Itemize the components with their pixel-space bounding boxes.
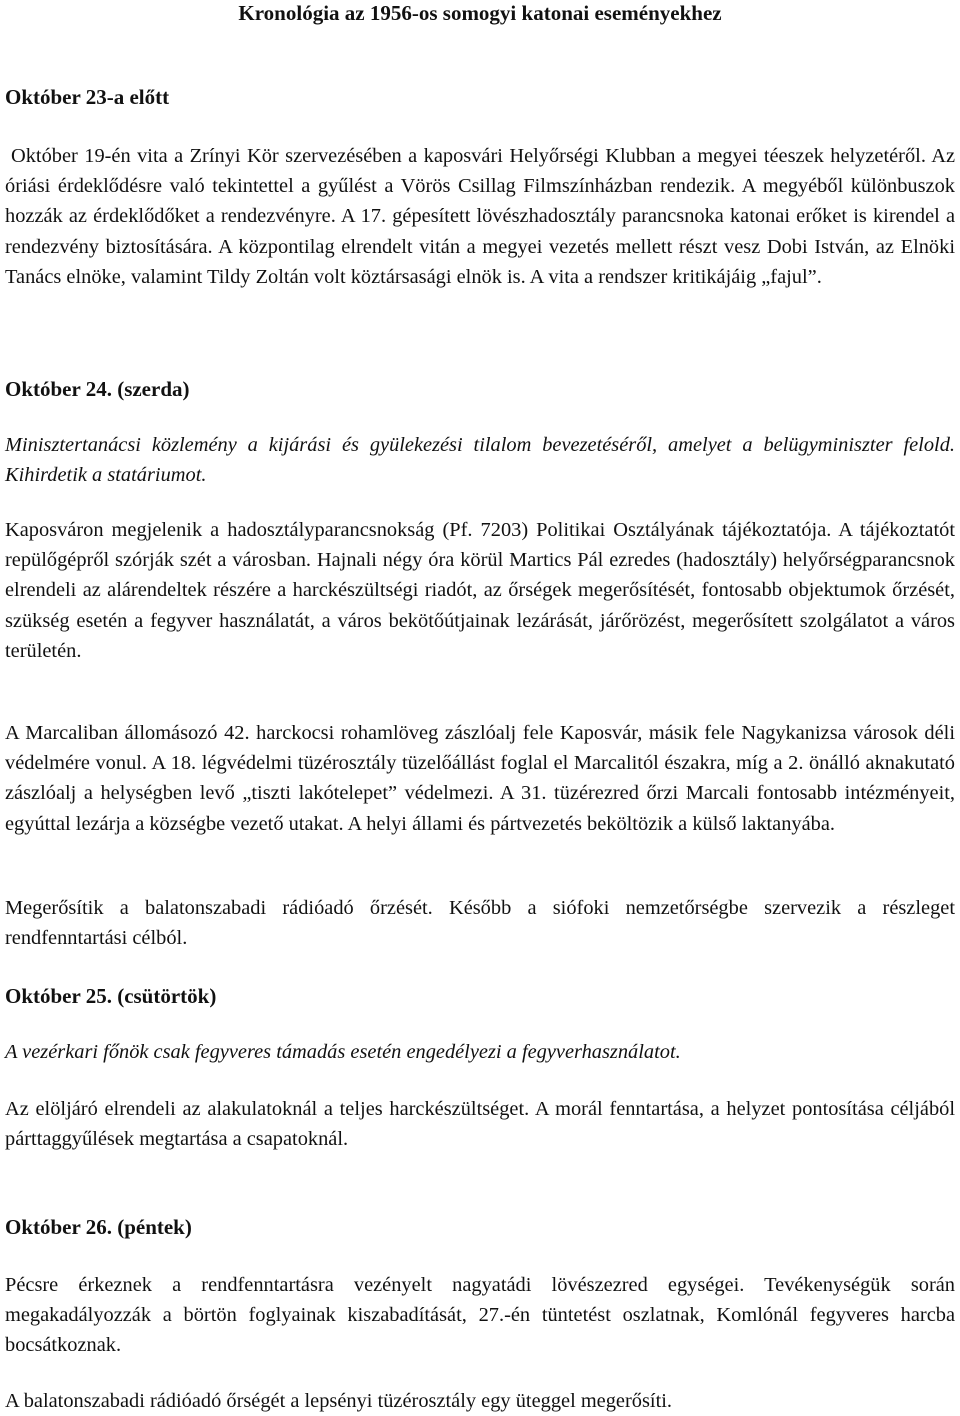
paragraph-oct24-1: Minisztertanácsi közlemény a kijárási és gyülekezési tilalom bevezetéséről, amelyet a belügyminiszter felold. Kihirdetik a statáriumot. xyxy=(5,434,955,487)
section-heading-oct25: Október 25. (csütörtök) xyxy=(5,984,217,1008)
paragraph-oct26-1: Pécsre érkeznek a rendfenntartásra vezényelt nagyatádi lövészezred egységei. Tevékenységük során megakadályozzák a börtön foglyainak kiszabadítását, 27.-én tüntetést oszlatnak, Komlónál fegyveres harcba bocsátkoznak. xyxy=(5,1274,955,1357)
paragraph-oct24-3: A Marcaliban állomásozó 42. harckocsi rohamlöveg zászlóalj fele Kaposvár, másik fele Nagykanizsa városok déli védelmére vonul. A 18. légvédelmi tüzérosztály tüzelőállást foglal el Marcalitól északra, míg a 2. önálló aknakutató zászlóalj a helységben levő „tiszti lakótelepet” védelmezi. A 31. tüzérezred őrzi Marcali fontosabb intézményeit, egyúttal lezárja a községbe vezető utakat. A helyi állami és pártvezetés beköltözik a külső laktanyába. xyxy=(5,722,955,835)
paragraph-oct24-2: Kaposváron megjelenik a hadosztályparancsnokság (Pf. 7203) Politikai Osztályának tájékoztatója. A tájékoztatót repülőgépről szórják szét a városban. Hajnali négy óra körül Martics Pál ezredes (hadosztály) helyőrségparancsnok elrendeli az alárendeltek részére a harckészültségi riadót, az őrségek megerősítését, fontosabb objektumok őrzését, szükség esetén a fegyver használatát, a város bekötőútjainak lezárását, járőrözést, megerősített szolgálatot a város területén. xyxy=(5,519,955,662)
paragraph-oct24-4: Megerősítik a balatonszabadi rádióadó őrzését. Később a siófoki nemzetőrségbe szervezik a részleget rendfenntartási célból. xyxy=(5,897,955,950)
paragraph-oct23: Október 19-én vita a Zrínyi Kör szervezésében a kaposvári Helyőrségi Klubban a megyei téeszek helyzetéről. Az óriási érdeklődésre való tekintettel a gyűlést a Vörös Csillag Filmszínházban rendezik. A megyéből különbuszok hozzák az érdeklődőket a rendezvényre. A 17. gépesített lövészhadosztály parancsnoka katonai erőket is kirendel a rendezvény biztosítására. A központilag elrendelt vitán a megyei vezetés mellett részt vesz Dobi István, az Elnöki Tanács elnöke, valamint Tildy Zoltán volt köztársasági elnök is. A vita a rendszer kritikájáig „fajul”. xyxy=(5,145,955,288)
document-title: Kronológia az 1956-os somogyi katonai eseményekhez xyxy=(238,1,722,25)
section-heading-oct26: Október 26. (péntek) xyxy=(5,1215,192,1239)
section-heading-oct24: Október 24. (szerda) xyxy=(5,377,190,401)
paragraph-oct26-2: A balatonszabadi rádióadó őrségét a lepsényi tüzérosztály egy üteggel megerősíti. xyxy=(5,1390,672,1412)
section-heading-oct23: Október 23-a előtt xyxy=(5,85,170,109)
paragraph-oct25-1: A vezérkari főnök csak fegyveres támadás esetén engedélyezi a fegyverhasználatot. xyxy=(5,1041,681,1063)
paragraph-oct25-2: Az elöljáró elrendeli az alakulatoknál a teljes harckészültséget. A morál fenntartása, a helyzet pontosítása céljából párttaggyűlések megtartása a csapatoknál. xyxy=(5,1098,955,1151)
